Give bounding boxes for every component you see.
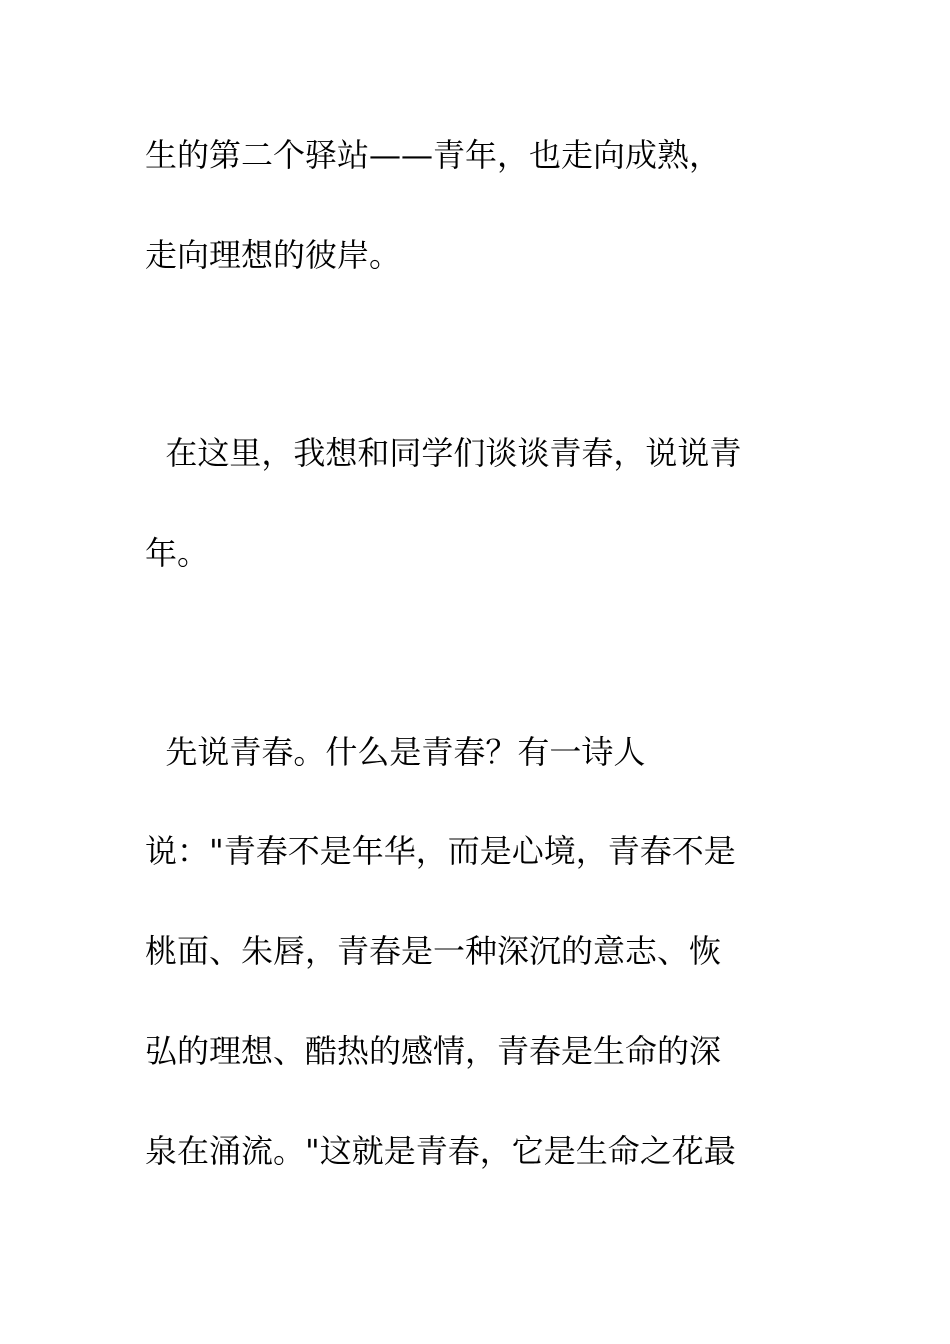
text-line: 说："青春不是年华，而是心境，青春不是 [145, 832, 736, 870]
text-line: 走向理想的彼岸。 [145, 236, 402, 274]
text-line: 弘的理想、酷热的感情，青春是生命的深 [145, 1032, 722, 1070]
paragraph-start-line: 在这里，我想和同学们谈谈青春，说说青 [145, 434, 742, 472]
text-line: 泉在涌流。"这就是青春，它是生命之花最 [145, 1132, 736, 1170]
text-line: 生的第二个驿站——青年，也走向成熟， [145, 136, 722, 174]
text-line: 桃面、朱唇，青春是一种深沉的意志、恢 [145, 932, 722, 970]
text-line: 年。 [145, 534, 210, 572]
paragraph-start-line: 先说青春。什么是青春？有一诗人 [145, 733, 646, 771]
